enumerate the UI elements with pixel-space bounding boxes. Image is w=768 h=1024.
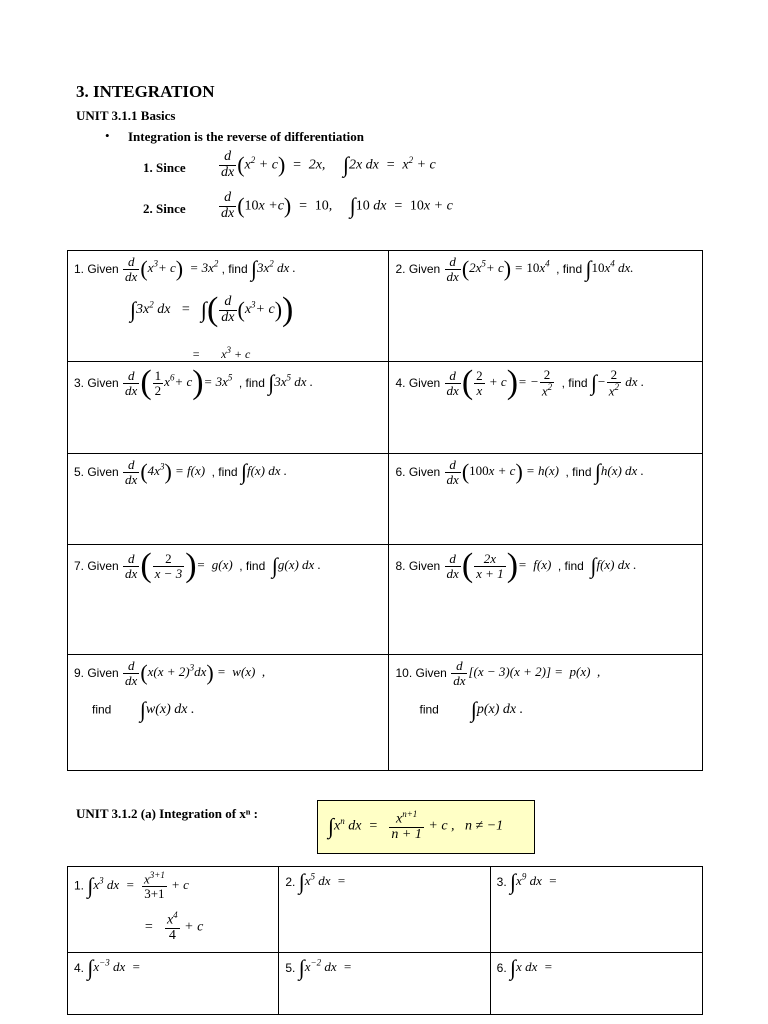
- since-1-label: 1. Since: [143, 160, 186, 175]
- since-2-formula: $\frac{d}{dx}$ (10x +c) = 10, ∫10 dx = 10x + c: [221, 190, 453, 221]
- power-cell-1: 1. $\int x^3$ dx = $\frac{x^{3+1}}{3+1}$ + c = $\frac{x^4}{4}$ + c: [68, 867, 279, 953]
- find-label: find: [92, 702, 112, 717]
- exercise-cell-1: 1. Given $\frac{d}{dx}$ $(x^3+ c) = 3x^2$ , find $\int 3x^2$ dx . $\int 3x^2$ dx = ∫( $\frac{d}{dx}$ $(x^3+ c)$) = $x^3 + c$: [68, 251, 389, 362]
- power-rule-formula-box: [317, 800, 535, 854]
- exercise-cell-9: 9. Given $\frac{d}{dx}$ $(x(x + 2)^3dx) = w(x)$ , find ∫w(x) dx .: [68, 655, 389, 771]
- bullet-icon: •: [105, 128, 110, 143]
- power-label-3: 3.: [496, 874, 507, 889]
- power-cell-3: 3. $\int x^9$ dx =: [490, 867, 702, 953]
- power-cell-6: 6. ∫x dx =: [490, 953, 702, 1015]
- exercise-table-basics: [67, 250, 703, 771]
- find-label: , find: [221, 261, 248, 276]
- unit-heading-basics: UNIT 3.1.1 Basics: [76, 108, 176, 123]
- unit-heading-integration-of-xn: UNIT 3.1.2 (a) Integration of xⁿ :: [76, 806, 258, 821]
- power-label-1: 1.: [74, 878, 85, 893]
- power-rule-formula: $\int x^n$ dx = $\frac{x^{n+1}}{n + 1}$ + c , n ≠ −1: [328, 809, 504, 843]
- power-worked-step: = $\frac{x^4}{4}$ + c: [144, 910, 204, 944]
- page-title: 3. INTEGRATION: [76, 82, 215, 101]
- power-cell-5: 5. $\int x^{-2}$ dx =: [279, 953, 490, 1015]
- bullet-text: Integration is the reverse of differentiation: [128, 129, 364, 144]
- find-label: , find: [239, 558, 266, 573]
- worked-solution-step-2: = $x^3 + c$: [192, 345, 251, 361]
- exercise-cell-2: 2. Given $\frac{d}{dx}$ $(2x^5+ c) = 10x^4$ , find $\int 10x^4$ dx.: [389, 251, 703, 362]
- worked-solution-step-1: $\int 3x^2$ dx = ∫( $\frac{d}{dx}$ $(x^3+ c)$): [130, 291, 294, 328]
- power-label-4: 4.: [74, 960, 85, 975]
- exercise-label-5: 5. Given: [74, 464, 119, 479]
- exercise-label-2: 2. Given: [395, 261, 441, 276]
- exercise-cell-8: 8. Given $\frac{d}{dx}$ ( $\frac{2x}{x + 1}$ )= f(x) , find ∫f(x) dx .: [389, 545, 703, 655]
- power-label-2: 2.: [285, 874, 296, 889]
- exercise-label-6: 6. Given: [395, 464, 441, 479]
- exercise-cell-10: 10. Given $\frac{d}{dx}$ [(x − 3)(x + 2)] = p(x) , find ∫p(x) dx .: [389, 655, 703, 771]
- since-1-formula: $\frac{d}{dx}$ $(x^2 + c) = 2x$, ∫2x dx = $x^2 + c$: [221, 149, 436, 180]
- find-label: , find: [557, 558, 584, 573]
- power-cell-2: 2. $\int x^5$ dx =: [279, 867, 490, 953]
- exercise-cell-3: 3. Given $\frac{d}{dx}$ ( $\frac{1}{2}$ $x^6+ c)= 3x^5$ , find $\int 3x^5$ dx .: [68, 362, 389, 454]
- find-label: , find: [211, 464, 238, 479]
- power-cell-4: 4. $\int x^{-3}$ dx =: [68, 953, 279, 1015]
- exercise-label-7: 7. Given: [74, 558, 119, 573]
- exercise-label-10: 10. Given: [395, 665, 447, 680]
- find-label: , find: [565, 464, 592, 479]
- exercise-cell-7: 7. Given $\frac{d}{dx}$ ( $\frac{2}{x - 3}$ )= g(x) , find ∫g(x) dx .: [68, 545, 389, 655]
- find-label: , find: [238, 375, 265, 390]
- exercise-cell-5: 5. Given $\frac{d}{dx}$ $(4x^3) = f(x)$ , find ∫f(x) dx .: [68, 454, 389, 545]
- exercise-label-9: 9. Given: [74, 665, 119, 680]
- find-label: , find: [556, 261, 583, 276]
- power-label-6: 6.: [496, 960, 507, 975]
- exercise-cell-6: 6. Given $\frac{d}{dx}$ (100x + c) = h(x) , find ∫h(x) dx .: [389, 454, 703, 545]
- exercise-label-8: 8. Given: [395, 558, 441, 573]
- exercise-label-4: 4. Given: [395, 375, 441, 390]
- find-label: , find: [561, 375, 588, 390]
- find-label: find: [419, 702, 439, 717]
- power-label-5: 5.: [285, 960, 296, 975]
- exercise-label-1: 1. Given: [74, 261, 119, 276]
- exercise-table-power-rule: [67, 866, 703, 1015]
- exercise-label-3: 3. Given: [74, 375, 119, 390]
- exercise-cell-4: 4. Given $\frac{d}{dx}$ ( $\frac{2}{x}$ + c)= − $\frac{2}{x^2}$ , find ∫− $\frac{2}{x^2}$ dx .: [389, 362, 703, 454]
- since-2-label: 2. Since: [143, 201, 186, 216]
